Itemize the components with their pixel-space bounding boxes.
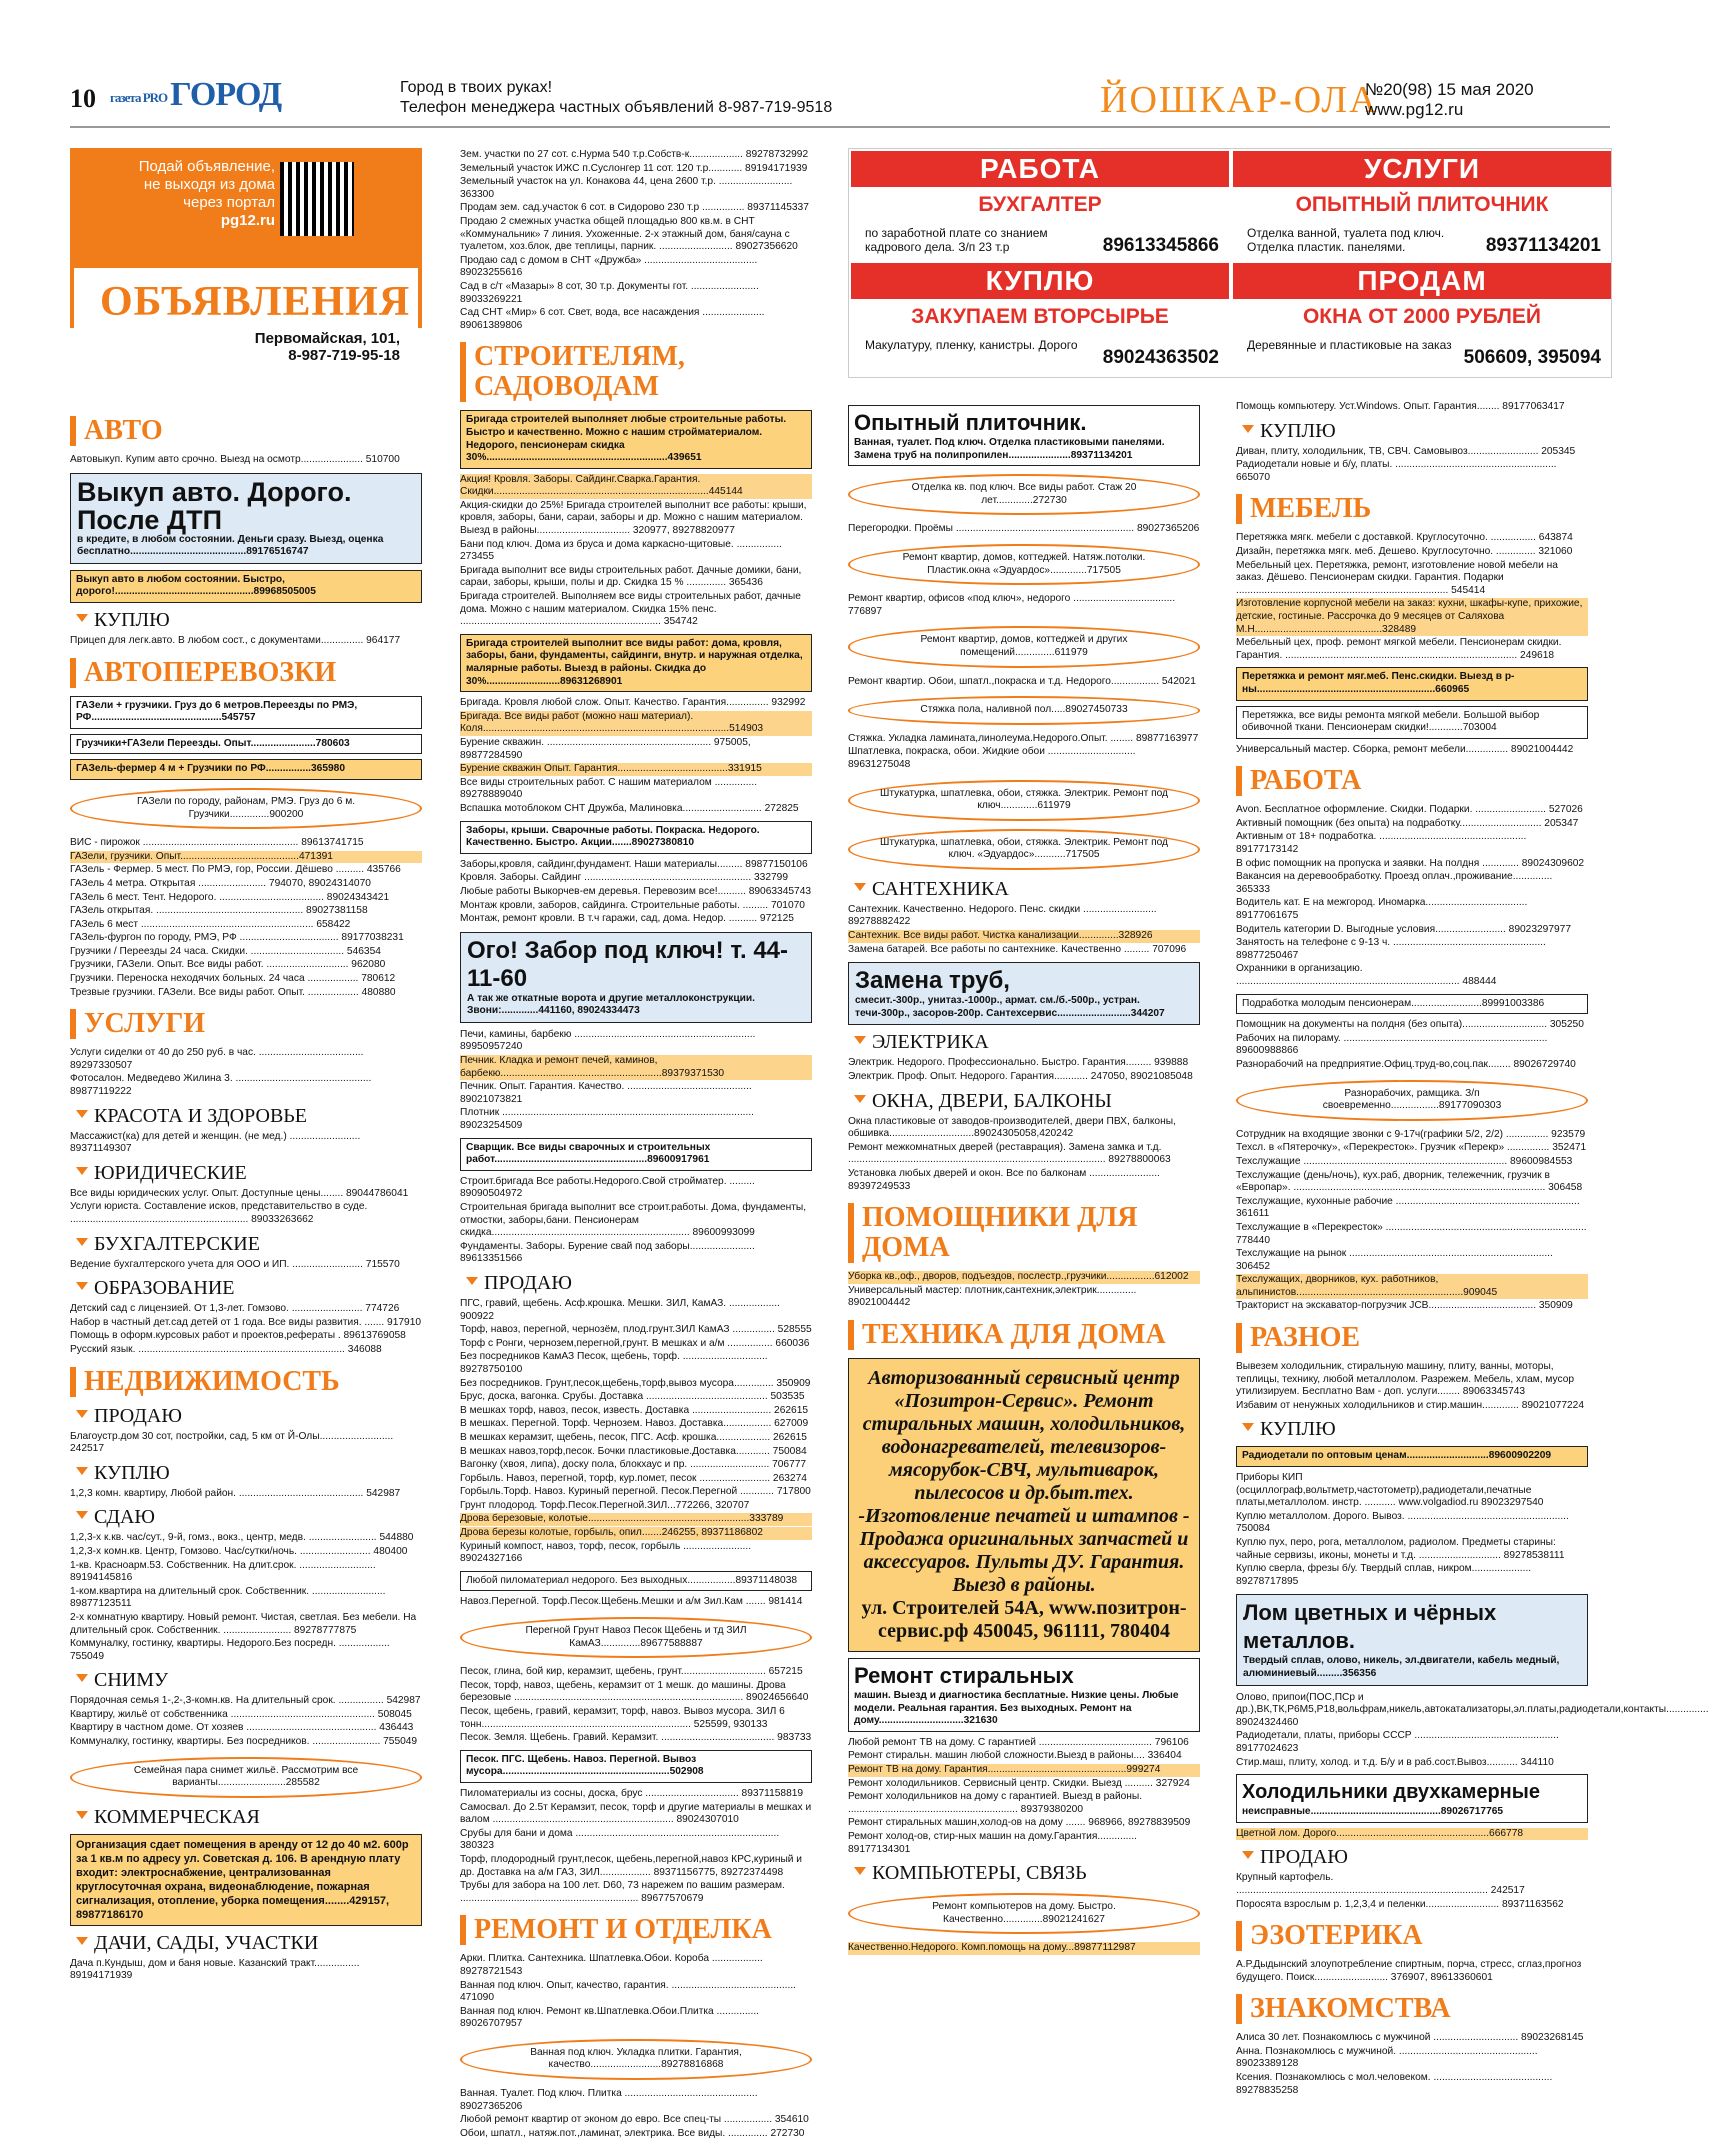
ad: Грузчики / Переезды 24 часа. Скидки. ................................. 546354 bbox=[70, 945, 381, 957]
ad: Дрова березы колотые, горбыль, опил.......246255, 89371186802 bbox=[460, 1527, 812, 1540]
ad: Благоустр.дом 30 сот, постройки, сад, 5 км от Й-Олы.......................... 242517 bbox=[70, 1430, 394, 1455]
subsection-buy: КУПЛЮ bbox=[76, 609, 422, 632]
newspaper-logo: газета PROГОРОД bbox=[110, 76, 282, 113]
subsection-heading: САНТЕХНИКА bbox=[854, 878, 1200, 901]
subsection-heading: ПРОДАЮ bbox=[76, 1405, 422, 1428]
subsection-heading: СДАЮ bbox=[76, 1506, 422, 1529]
ad: Прицеп для легк.авто. В любом сост., с документами............... 964177 bbox=[70, 634, 401, 646]
ad: Избавим от ненужных холодильников и стир.машин............. 89021077224 bbox=[1236, 1399, 1585, 1411]
ad: Строит.бригада Все работы.Недорого.Свой стройматер. ......... 89090504972 bbox=[460, 1175, 755, 1200]
ad: Ванная. Туалет. Под ключ. Плитка ............................................... 89027365206 bbox=[460, 2088, 758, 2112]
ad: Обои, шпатл., натяж.пот.,ламинат, электрика. Все виды. .............. 272730 bbox=[460, 2127, 805, 2139]
ad: Ремонт холодильников. Сервисный центр. Скидки. Выезд .......... 327924 bbox=[848, 1777, 1190, 1789]
ad: Сотрудник на входящие звонки с 9-17ч(графики 5/2, 2/2) ............... 923579 bbox=[1236, 1128, 1586, 1140]
ad: Монтаж, ремонт кровли. В т.ч гаражи, сад, дома. Недор. .......... 972125 bbox=[460, 913, 794, 925]
subsection-heading: ПРОДАЮ bbox=[1242, 1846, 1588, 1869]
ad-boxed: Штукатурка, шпатлевка, обои, стяжка. Электрик. Ремонт под ключ. «Эдуардос»...........717505 bbox=[848, 829, 1200, 870]
ad-boxed: Ремонт квартир, домов, коттеджей и других помещений..............611979 bbox=[848, 626, 1200, 667]
ad: Перетяжка мягк. мебели с доставкой. Круглосуточно. ................ 643874 bbox=[1236, 532, 1573, 544]
ad: Горбыль. Навоз, перегной, торф, кур.помет, песок ......................... 263274 bbox=[460, 1472, 807, 1484]
ad: Поросята взрослым р. 1,2,3,4 и пеленки.......................... 89371163562 bbox=[1236, 1898, 1564, 1910]
ad: Уборка кв.,оф., дворов, подъездов, послестр.,грузчики.................612002 bbox=[848, 1271, 1200, 1284]
ad: Дача п.Кундыш, дом и баня новые. Казанский тракт................ 89194171939 bbox=[70, 1957, 360, 1982]
ad: Акция-скидки до 25%! Бригада строителей выполнит все работы: крыши, кровля, заборы, бани, сараи, заборы и др. Можно с нашим материалом. Выезд в районы................................. 320977, 89278820977 bbox=[460, 499, 807, 537]
ad: Электрик. Проф. Опыт. Недорого. Гарантия............ 247050, 89021085048 bbox=[848, 1071, 1193, 1083]
ad: Торф, плодородный грунт,песок, щебень,перегной,навоз КРС,куриный и др. Доставка на а/м ГАЗ, ЗИЛ.................. 89371156775, 89272374498 bbox=[460, 1853, 802, 1878]
ad: Активный помощник (без опыта) на подработку............................. 205347 bbox=[1236, 817, 1579, 829]
ad: 1-кв. Красноарм.53. Собственник. На длит.срок. ........................... 89194145816 bbox=[70, 1559, 376, 1584]
ad: Сад СНТ «Мир» 6 сот. Свет, вода, все насаждения ...................... 89061389806 bbox=[460, 307, 765, 331]
ad: ГАЗель - Фермер. 5 мест. По РМЭ, гор, России. Дёшево .......... 435766 bbox=[70, 864, 401, 876]
ad: Бригада. Кровля любой слож. Опыт. Качество. Гарантия............... 932992 bbox=[460, 697, 806, 709]
ad: Квартиру, жильё от собственника ................................................... 508045 bbox=[70, 1708, 412, 1720]
ad-oval: ГАЗели по городу, районам, РМЭ. Груз до 6 м. Грузчики..............900200 bbox=[70, 788, 422, 829]
ad: Олово, припои(ПОС,ПСр и др.),ВК,ТК,Р6М5,Р18,вольфрам,никель,автокатализаторы,эл.платы,радиодетали,контакты............... 89024324460 bbox=[1236, 1691, 1709, 1728]
ad: Универсальный мастер. Сборка, ремонт мебели............... 89021004442 bbox=[1236, 743, 1574, 755]
ad: Приборы КИП (осциллограф,вольтметр,частотометр),радиодетали,печатные платы,металлолом. инстр. ........... www.volgadiod.ru 89023297540 bbox=[1236, 1472, 1544, 1509]
ad: Ремонт стиральн. машин любой сложности.Выезд в районы.... 336404 bbox=[848, 1750, 1182, 1762]
ad: Песок. Земля. Щебень. Гравий. Керамзит. ........................................ 983733 bbox=[460, 1732, 812, 1744]
ad: 1,2,3 комн. квартиру, Любой район. ............................................ 542987 bbox=[70, 1487, 401, 1499]
ad-boxed: ГАЗели + грузчики. Груз до 6 метров.Переезды по РМЭ, РФ..............................................545757 bbox=[70, 696, 422, 729]
ad: Куриный компост, навоз, торф, песок, горбыль ........................ 89024327166 bbox=[460, 1540, 752, 1565]
ad-boxed: Отделка кв. под ключ. Все виды работ. Стаж 20 лет.............272730 bbox=[848, 474, 1200, 515]
ad: Стир.маш, плиту, холод. и т.д. Б/у и в раб.сост.Вывоз........... 344110 bbox=[1236, 1756, 1554, 1768]
ad: Кровля. Заборы. Сайдинг ........................................................... 332799 bbox=[460, 872, 788, 884]
section-helpers: ПОМОЩНИКИ ДЛЯ ДОМА bbox=[848, 1203, 1200, 1263]
ad: Без посредников. Грунт,песок,щебень,торф,вывоз мусора.............. 350909 bbox=[460, 1377, 811, 1389]
ad: Бани под ключ. Дома из бруса и дома каркасно-щитовые. ................ 273455 bbox=[460, 538, 782, 563]
subsection-heading: ЭЛЕКТРИКА bbox=[854, 1031, 1200, 1054]
city-title: ЙОШКАР-ОЛА bbox=[1100, 79, 1379, 121]
ad: 2-х комнатную квартиру. Новый ремонт. Чистая, светлая. Без мебели. На длительный срок. Собственник. ........................ 89278777875 bbox=[70, 1611, 417, 1636]
ad: Ремонт квартир. Обои, шпатл.,покраска и т.д. Недорого................. 542021 bbox=[848, 675, 1196, 687]
ad: Цветной лом. Дорого......................................................666778 bbox=[1236, 1828, 1588, 1841]
ad-boxed: Холодильники двухкамерные неисправные..............................................89026717765 bbox=[1236, 1774, 1588, 1823]
ad: Шпатлевка, покраска, обои. Жидкие обои ............................... 89631275048 bbox=[848, 746, 1136, 770]
ad: Печи, камины, барбекю ................................................................ 89950957240 bbox=[460, 1028, 756, 1053]
ad: Куплю сверла, фрезы б/у. Твердый сплав, никром..................... 89278717895 bbox=[1236, 1563, 1532, 1587]
ad: Квартиру в частном доме. От хозяев .............................................. 436443 bbox=[70, 1722, 414, 1734]
section-dating: ЗНАКОМСТВА bbox=[1236, 1994, 1588, 2024]
ad: Самосвал. До 2.5т Керамзит, песок, торф и другие материалы в мешках и валом ................................................................ 89024307010 bbox=[460, 1801, 812, 1826]
ad: Мебельный цех. Перетяжка, ремонт, изготовление новой мебели на заказ. Дёшево. Пенсионерам скидки. Гарантия. Подарки ........................................................................... 545414 bbox=[1236, 559, 1558, 596]
service-center-ad: Авторизованный сервисный центр «Позитрон-Сервис». Ремонт стиральных машин, холодильников, водонагревателей, телевизоров-мясорубок-СВЧ, мультиварок, пылесосов и др.быт.тех. -Изготовление печатей и штампов - Продажа оригинальных запчастей и аксессуаров. Пульты ДУ. Гарантия. Выезд в районы. ул. Строителей 54А, www.позитрон-сервис.рф 450045, 961111, 780404 bbox=[848, 1358, 1200, 1652]
ad: Сантехник. Качественно. Недорого. Пенс. скидки .......................... 89278882422 bbox=[848, 903, 1157, 928]
ad: Пиломатериалы из сосны, доска, брус ................................. 89371158819 bbox=[460, 1787, 804, 1799]
section-builders: СТРОИТЕЛЯМ, САДОВОДАМ bbox=[460, 342, 812, 402]
subsection-heading: КОМПЬЮТЕРЫ, СВЯЗЬ bbox=[854, 1862, 1200, 1885]
subsection-heading: СНИМУ bbox=[76, 1669, 422, 1692]
ad-boxed: Грузчики+ГАЗели Переезды. Опыт.......................780603 bbox=[70, 734, 422, 755]
ad: В офис помощник на пропуска и заявки. На полдня ............. 89024309602 bbox=[1236, 857, 1585, 869]
ad: ГАЗель-фургон по городу, РМЭ, РФ ................................... 89177038231 bbox=[70, 932, 404, 944]
ad: Бригада. Все виды работ (можно наш материал). Коля.......................................................................................514903 bbox=[460, 711, 812, 736]
ad: 1-ком.квартира на длительный срок. Собственник. .......................... 89877123511 bbox=[70, 1585, 386, 1610]
ad: Торф, навоз, перегной, чернозём, плод.грунт.ЗИЛ КамАЗ ............... 528555 bbox=[460, 1324, 812, 1336]
ad: Коммуналку, гостинку, квартиры. Недорого.Без посредн. .................. 755049 bbox=[70, 1638, 390, 1662]
ad-boxed: Сварщик. Все виды сварочных и строительных работ......................................................89600917961 bbox=[460, 1138, 812, 1171]
section-repair: РЕМОНТ И ОТДЕЛКА bbox=[460, 1915, 812, 1945]
ad: ВИС - пирожок ....................................................... 89613741715 bbox=[70, 837, 364, 849]
column-4 bbox=[1236, 400, 1709, 2096]
ad: Ремонт ТВ на дому. Гарантия.................................................999274 bbox=[848, 1764, 1200, 1777]
ad: ПГС, гравий, щебень. Асф.крошка. Мешки. ЗИЛ, КамАЗ. .................. 900922 bbox=[460, 1297, 780, 1322]
ad: Русский язык. ......................................................................... 346088 bbox=[70, 1343, 382, 1355]
ad: Ванная под ключ. Ремонт кв.Шпатлевка.Обои.Плитка ............... 89026707957 bbox=[460, 2005, 760, 2030]
ad: Разнорабочий на предприятие.Офиц.труд-во,соц.пак........ 89026729740 bbox=[1236, 1058, 1576, 1070]
ad: Трезвые грузчики. ГАЗели. Все виды работ. Опыт. .................. 480880 bbox=[70, 986, 396, 998]
ad: Бригада выполнит все виды строительных работ. Дачные домики, бани, сараи, заборы, крыши, полы и др. Скидка 15 % .............. 365436 bbox=[460, 564, 802, 589]
ad: Изготовление корпусной мебели на заказ: кухни, шкафы-купе, прихожие, детские, гостиные. Рассрочка до 9 месяцев от Саляхова М.Н.............................................328489 bbox=[1236, 598, 1588, 636]
ad: Вывезем холодильник, стиральную машину, плиту, ванны, моторы, теплицы, технику, любой металлолом. Разрежем. Мебель, хлам, мусор утилизируем. Бесплатно Вам - доп. услуги........ 89063345743 bbox=[1236, 1361, 1575, 1398]
header-tagline: Город в твоих руках! Телефон менеджера частных объявлений 8-987-719-9518 bbox=[400, 79, 833, 116]
ad: Охранники в организацию. ............................................................................... 488444 bbox=[1236, 963, 1497, 987]
ad: Продаю сад с домом в СНТ «Дружба» ........................................ 89023255616 bbox=[460, 254, 758, 279]
ad-highlight: Организация сдает помещения в аренду от 12 до 40 м2. 600р за 1 кв.м по адресу ул. Советская д. 106. В арендную плату входит: электроснабжение, централизованная круглосуточная охрана, видеонаблюдение, пожарная сигнализация, отопление, уборка помещения........429157, 89877186170 bbox=[70, 1834, 422, 1926]
section-esoteric: ЭЗОТЕРИКА bbox=[1236, 1921, 1588, 1951]
ad-boxed: Штукатурка, шпатлевка, обои, стяжка. Электрик. Ремонт под ключ.............611979 bbox=[848, 780, 1200, 821]
ad: ГАЗели, грузчики. Опыт..........................................471391 bbox=[70, 851, 422, 864]
subsection-heading: КРАСОТА И ЗДОРОВЬЕ bbox=[76, 1105, 422, 1128]
ad: Продаю 2 смежных участка общей площадью 800 кв.м. в СНТ «Коммунальник» 7 линия. Ухоженные. 2-х этажный дом, баня/сауна с туалетом, хоз.блок, две теплицы, парник. .......................... 89027356620 bbox=[460, 215, 798, 253]
ad: Куплю пух, перо, рога, металлолом, радиолом. Предметы старины: чайные сервизы, иконы, монеты и т.д. ............................. 89278538111 bbox=[1236, 1537, 1565, 1561]
subsection-heading: КУПЛЮ bbox=[1242, 420, 1588, 443]
ad: Радиодетали, платы, приборы СССР ................................................... 89177024623 bbox=[1236, 1730, 1559, 1754]
ad: Установка любых дверей и окон. Все по балконам ......................... 89397249533 bbox=[848, 1168, 1160, 1192]
ad: Ведение бухгалтерского учета для ООО и ИП. ......................... 715570 bbox=[70, 1258, 400, 1270]
ad-boxed: Бригада строителей выполняет любые строительные работы. Быстро и качественно. Можно с нашим стройматериалом. Недорого, пенсионерам скидка 30%................................................................439651 bbox=[460, 410, 812, 468]
ad: Плотник ......................................................................................... 89023254509 bbox=[460, 1107, 754, 1132]
issue-info: №20(98) 15 мая 2020 www.pg12.ru bbox=[1365, 80, 1534, 119]
ad: Без посредников КамАЗ Песок, щебень, торф. .............................. 89278750100 bbox=[460, 1351, 768, 1375]
ad: Массажист(ка) для детей и женщин. (не мед.) ......................... 89371149307 bbox=[70, 1130, 361, 1155]
ad: Любой ремонт ТВ на дому. С гарантией ........................................ 796106 bbox=[848, 1736, 1189, 1748]
ad: В мешках торф, навоз, песок, известь. Доставка ............................ 262615 bbox=[460, 1404, 809, 1416]
section-jobs: РАБОТА bbox=[1236, 766, 1588, 796]
ad: Вакансия на деревообработку. Проезд оплач.,проживание.............. 365333 bbox=[1236, 871, 1553, 895]
ad: Вспашка мотоблоком СНТ Дружба, Малиновка............................ 272825 bbox=[460, 802, 799, 814]
ad-boxed: Радиодетали по оптовым ценам.............................89600902209 bbox=[1236, 1446, 1588, 1467]
ad-highlight: Выкуп авто в любом состоянии. Быстро, дорого!.................................................89968505005 bbox=[70, 570, 422, 603]
ad: Техслужащих, дворников, кух. работников, альпинистов...........................................................909045 bbox=[1236, 1274, 1588, 1299]
ad-boxed: Лом цветных и чёрных металлов. Твердый сплав, олово, никель, эл.двигатели, кабель медный, алюминиевый.........356356 bbox=[1236, 1594, 1588, 1685]
ad: Ремонт холодильников на дому с гарантией. Выезд в районы. ............................................................ 89379380200 bbox=[848, 1791, 1143, 1815]
ad: Ремонт межкомнатных дверей (реставрация). Замена замка и т.д. ........................................................................................... 89278800063 bbox=[848, 1141, 1171, 1166]
ad: Фундаменты. Заборы. Бурение свай под заборы....................... 89613351566 bbox=[460, 1240, 755, 1265]
page-number: 10 bbox=[70, 84, 96, 113]
ad-boxed: Подработка молодым пенсионерам.........................89991003386 bbox=[1236, 994, 1588, 1015]
ad: Помощь в оформ.курсовых работ и проектов,рефераты . 89613769058 bbox=[70, 1330, 406, 1342]
ad: Продам зем. сад.участок 6 сот. в Сидорово 230 т.р ............... 89371145337 bbox=[460, 202, 809, 214]
ad-boxed: Разнорабочих, рамщика. З/п своевременно.................89177090303 bbox=[1236, 1080, 1588, 1121]
ad: Avon. Бесплатное оформление. Скидки. Подарки. ......................... 527026 bbox=[1236, 804, 1583, 816]
featured-ad-sell[interactable]: ПРОДАМ ОКНА ОТ 2000 РУБЛЕЙ Деревянные и пластиковые на заказ 506609, 395094 bbox=[1233, 263, 1611, 377]
ad: Стяжка. Укладка ламината,линолеума.Недорого.Опыт. ........ 89877163977 bbox=[848, 732, 1199, 744]
ad: Диван, плиту, холодильник, ТВ, СВЧ. Самовывоз......................... 205345 bbox=[1236, 445, 1576, 457]
section-transport: АВТОПЕРЕВОЗКИ bbox=[70, 658, 422, 688]
ad: Мебельный цех, проф. ремонт мягкой мебели. Пенсионерам скидки. Гарантия. .................................................................................. 249618 bbox=[1236, 637, 1562, 661]
ad: Заборы,кровля, сайдинг,фундамент. Наши материалы......... 89877150106 bbox=[460, 858, 808, 870]
ad: Песок, торф, навоз, щебень, керамзит от 1 мешк. до машины. Дрова березовые ................................................................................. 89024656640 bbox=[460, 1679, 809, 1704]
ad: Ванная под ключ. Опыт, качество, гарантия. ............................................ 471090 bbox=[460, 1979, 796, 2004]
ad: Техслужащие ........................................................................ 89600984553 bbox=[1236, 1155, 1573, 1167]
ad: Горбыль.Торф. Навоз. Куриный перегной. Песок.Перегной ............ 717800 bbox=[460, 1486, 811, 1498]
ad: Земельный участок на ул. Конакова 44, цена 2600 т.р. .......................... 363300 bbox=[460, 176, 793, 200]
ad: Алиса 30 лет. Познакомлюсь с мужчиной .............................. 89023268145 bbox=[1236, 2032, 1584, 2044]
ad: Техслужащие, кухонные рабочие ................................................................. 361611 bbox=[1236, 1195, 1580, 1220]
ad: В мешках керамзит, щебень, песок, ПГС. Асф. крошка................... 262615 bbox=[460, 1431, 807, 1443]
ad: Детский сад с лицензией. От 1,3-лет. Гомзово. ......................... 774726 bbox=[70, 1303, 400, 1315]
ad: Акция! Кровля. Заборы. Сайдинг.Сварка.Гарантия. Скидки............................................................................445144 bbox=[460, 474, 812, 499]
ad: Услуги сиделки от 40 до 250 руб. в час. ..................................... 89297330507 bbox=[70, 1047, 364, 1071]
ad: Тракторист на экскаватор-погрузчик JCB...................................... 350909 bbox=[1236, 1300, 1573, 1312]
ad: Брус, доска, вагонка. Срубы. Доставка ........................................... 503535 bbox=[460, 1391, 805, 1403]
ad: Навоз.Перегной. Торф.Песок.Щебень.Мешки и а/м Зил.Кам ....... 981414 bbox=[460, 1596, 803, 1608]
section-furniture: МЕБЕЛЬ bbox=[1236, 494, 1588, 524]
ad-highlight: ГАЗель-фермер 4 м + Грузчики по РФ................365980 bbox=[70, 759, 422, 780]
ad: Бригада строителей. Выполняем все виды строительных работ, дачные дома. Можно с нашим материалом. Скидка 15% пенс. ....................................................................... 354742 bbox=[460, 591, 801, 628]
subsection-heading: КОММЕРЧЕСКАЯ bbox=[76, 1806, 422, 1829]
ad: ГАЗель открытая. .................................................... 89027381158 bbox=[70, 905, 368, 917]
ad: Срубы для бани и дома ........................................................................ 380323 bbox=[460, 1827, 780, 1852]
ad: Техсл. в «Пятерочку», «Перекресток». Грузчик «Перекр» ............... 352471 bbox=[1236, 1142, 1587, 1154]
ad: Монтаж кровли, заборов, сайдинга. Строительные работы. ......... 701070 bbox=[460, 899, 805, 911]
ad: Грузчики. Переноска неходячих больных. 24 часа .................. 780612 bbox=[70, 973, 396, 985]
ad: Ремонт стиральных машин,холод-ов на дому ....... 968966, 89278839509 bbox=[848, 1817, 1191, 1829]
ad: Водитель кат. Е на межгород. Иномарка.................................... 89177061675 bbox=[1236, 897, 1528, 922]
ad-boxed: Заборы, крыши. Сварочные работы. Покраска. Недорого. Качественно. Быстро. Акции.......89027380810 bbox=[460, 821, 812, 854]
ad: Перегородки. Проёмы ............................................................... 89027365206 bbox=[848, 523, 1200, 535]
section-appliances: ТЕХНИКА ДЛЯ ДОМА bbox=[848, 1320, 1200, 1350]
featured-ad-buy[interactable]: КУПЛЮ ЗАКУПАЕМ ВТОРСЫРЬЕ Макулатуру, пленку, канистры. Дорого 89024363502 bbox=[851, 263, 1229, 377]
featured-ads-panel bbox=[848, 148, 1612, 378]
ad: Анна. Познакомлюсь с мужчиной. ................................................. 89023389128 bbox=[1236, 2045, 1538, 2070]
ad: Ремонт квартир, офисов «под ключ», недорого .................................... 776897 bbox=[848, 593, 1176, 617]
ad: Торф с Ронги, чернозем,перегной,грунт. В мешках и а/м ................ 660036 bbox=[460, 1337, 810, 1349]
ad: Занятость на телефоне с 9-13 ч. ...................................................... 89877250467 bbox=[1236, 937, 1546, 961]
subsection-heading: ОБРАЗОВАНИЕ bbox=[76, 1277, 422, 1300]
ad: Электрик. Недорого. Профессионально. Быстро. Гарантия......... 939888 bbox=[848, 1057, 1189, 1069]
ad: Любые работы Выкорчев-ем деревья. Перевозим все!.......... 89063345743 bbox=[460, 885, 812, 897]
ad: Бурение скважин Опыт. Гарантия.......................................331915 bbox=[460, 763, 812, 776]
ad: Песок, щебень, гравий, керамзит, торф, навоз. Вывоз мусора. ЗИЛ 6 тонн.......................................................................... 525599, 930133 bbox=[460, 1706, 785, 1730]
ad: Окна пластиковые от заводов-производителей, двери ПВХ, балконы, обшивка..............................89024305058,420242 bbox=[848, 1115, 1176, 1140]
ad: Бурение скважин. .......................................................... 975005, 89877284590 bbox=[460, 736, 751, 761]
column-1 bbox=[70, 148, 422, 2018]
ad-boxed: Выкуп авто. Дорого. После ДТП в кредите, в любом состоянии. Деньги сразу. Выезд, оценка бесплатно.........................................89176516747 bbox=[70, 473, 422, 564]
ad: Все виды юридических услуг. Опыт. Доступные цены........ 89044786041 bbox=[70, 1187, 409, 1199]
section-realty: НЕДВИЖИМОСТЬ bbox=[70, 1367, 422, 1397]
ad: Радиодетали новые и б/у, платы. ......................................................... 665070 bbox=[1236, 459, 1557, 483]
subsection-heading: КУПЛЮ bbox=[76, 1462, 422, 1485]
ad: Рабочих на пилораму. ........................................................................ 89600988866 bbox=[1236, 1032, 1548, 1057]
section-misc: РАЗНОЕ bbox=[1236, 1323, 1588, 1353]
page-header bbox=[70, 70, 1610, 128]
ad: Земельный участок ИЖС п.Суслонгер 11 сот. 120 т.р............ 89194171939 bbox=[460, 162, 808, 174]
ad-boxed: Ремонт квартир, домов, коттеджей. Натяж.потолки. Пластик.окна «Эдуардос».............717505 bbox=[848, 544, 1200, 585]
column-3 bbox=[848, 400, 1200, 2020]
ad-boxed: Опытный плиточник. Ванная, туалет. Под ключ. Отделка пластиковыми панелями. Замена труб на полипропилен......................89371134201 bbox=[848, 405, 1200, 466]
ad: Фотосалон. Медведево Жилина 3. ................................................ 89877119222 bbox=[70, 1073, 372, 1098]
ad: Водитель категории D. Выгодные условия......................... 89023297977 bbox=[1236, 923, 1571, 935]
ad: Техслужащие в «Перекресток» ....................................................................... 778440 bbox=[1236, 1221, 1587, 1246]
ad: Арки. Плитка. Сантехника. Шпатлевка.Обои. Короба .................. 89278721543 bbox=[460, 1953, 763, 1977]
ad: Техслужащие (день/ночь), кух.раб, дворник, тележечник, грузчик в «Европар». ......................................................................................... 306458 bbox=[1236, 1169, 1583, 1194]
ad: Качественно.Недорого. Комп.помощь на дому...89877112987 bbox=[848, 1942, 1200, 1955]
ad: Автовыкуп. Купим авто срочно. Выезд на осмотр...................... 510700 bbox=[70, 454, 400, 465]
ad: Дрова березовые, колотые.........................................................333789 bbox=[460, 1513, 812, 1526]
ad: Ремонт холод-ов, стир-ных машин на дому.Гарантия.............. 89177134301 bbox=[848, 1830, 1137, 1855]
ad-boxed: Бригада строителей выполнит все виды работ: дома, кровля, заборы, бани, фундаменты, сайдинги, внутр. и наружная отделка, малярные работы. Выезд в районы. Скидка до 30%..........................89631268901 bbox=[460, 634, 812, 692]
subsection-heading: КУПЛЮ bbox=[1242, 1418, 1588, 1441]
featured-ad-job[interactable]: РАБОТА БУХГАЛТЕР по заработной плате со знанием кадрового дела. З/п 23 т.р 89613345866 bbox=[851, 151, 1229, 265]
ad-boxed: Перетяжка, все виды ремонта мягкой мебели. Большой выбор обивочной ткани. Пенсионерам скидки!............703004 bbox=[1236, 706, 1588, 739]
ad: Все виды строительных работ. С нашим материалом ............... 89278889040 bbox=[460, 776, 758, 801]
ad-boxed: Замена труб, смесит.-300р., унитаз.-1000р., армат. см./б.-500р., устран. течи-300р., засоров-200р. Сантехсервис..........................344207 bbox=[848, 962, 1200, 1025]
ad: Помощь компьютеру. Уст.Windows. Опыт. Гарантия........ 89177063417 bbox=[1236, 401, 1565, 412]
ad: ГАЗель 4 метра. Открытая ........................ 794070, 89024314070 bbox=[70, 877, 371, 889]
ad: Песок, глина, бой кир, керамзит, щебень, грунт.............................. 657215 bbox=[460, 1666, 803, 1678]
ad: Дизайн, перетяжка мягк. меб. Дешево. Круглосуточно. .............. 321060 bbox=[1236, 545, 1573, 557]
ad: Куплю металлолом. Дорого. Вывоз. ......................................................... 750084 bbox=[1236, 1510, 1569, 1535]
ad: Услуги юриста. Составление исков, представительство в суде. ............................................................... 89033263662 bbox=[70, 1201, 368, 1225]
ad: Ксения. Познакомлюсь с мол.человеком. .......................................... 89278835258 bbox=[1236, 2072, 1553, 2096]
ad: 1,2,3-х комн.кв. Центр, Гомзово. Час/сутки/ночь. ......................... 480400 bbox=[70, 1545, 408, 1557]
ad: ГАЗель 6 мест. Тент. Недорого. ..................................... 89024343421 bbox=[70, 891, 390, 903]
ad: 1,2,3-х к.кв. час/сут., 9-й, гомз., вокз., центр, медв. ........................ 544880 bbox=[70, 1532, 414, 1544]
ad-boxed: Ванная под ключ. Укладка плитки. Гарантия, качество.........................89278816868 bbox=[460, 2039, 812, 2080]
subsection-heading: ПРОДАЮ bbox=[466, 1272, 812, 1295]
ad-boxed: Перегной Грунт Навоз Песок Щебень и тд ЗИЛ КамАЗ..............89677588887 bbox=[460, 1617, 812, 1658]
ad: Трубы для забора на 100 лет. D60, 73 нарежем по вашим размерам. ............................................................... 89677570679 bbox=[460, 1880, 785, 1904]
ad: Техслужащие на рынок ........................................................................ 306452 bbox=[1236, 1248, 1553, 1272]
column-2 bbox=[460, 148, 812, 2139]
ad: Универсальный мастер: плотник,сантехник,электрик.............. 89021004442 bbox=[848, 1284, 1137, 1309]
ad: Печник. Кладка и ремонт печей, каминов, барбекю.........................................................89379371530 bbox=[460, 1055, 812, 1080]
ad: Активным от 18+ подработка. .................................................... 89177173142 bbox=[1236, 831, 1527, 856]
ad-oval: Семейная пара снимет жильё. Рассмотрим все варианты........................285582 bbox=[70, 1757, 422, 1798]
ad: Зем. участки по 27 сот. с.Нурма 540 т.р.Собств-к................... 89278732992 bbox=[460, 149, 809, 160]
promo-block: Подай объявление, не выходя из дома через портал pg12.ru ОБЪЯВЛЕНИЯ Первомайская, 101, 8-987-719-95-18 bbox=[70, 148, 422, 406]
ad: ГАЗель 6 мест ............................................................. 658422 bbox=[70, 918, 351, 930]
ad: Набор в частный дет.сад детей от 1 года. Все виды развития. ....... 917910 bbox=[70, 1316, 422, 1328]
ad: Печник. Опыт. Гарантия. Качество. ............................................ 89021073821 bbox=[460, 1081, 752, 1105]
ad: Коммуналку, гостинку, квартиры. Без посредников. ........................ 755049 bbox=[70, 1736, 418, 1748]
ad-boxed: Стяжка пола, наливной пол.....89027450733 bbox=[848, 696, 1200, 725]
ad-boxed: Ремонт стиральных машин. Выезд и диагностика бесплатные. Низкие цены. Любые модели. Реальная гарантия. Без выходных. Ремонт на дому..............................321630 bbox=[848, 1658, 1200, 1732]
ad: А.Р.Дыдынский злоупотребление спиртным, порча, стресс, сглаз,прогноз будущего. Поиск.......................... 376907, 89613360601 bbox=[1236, 1959, 1582, 1983]
featured-ad-services[interactable]: УСЛУГИ ОПЫТНЫЙ ПЛИТОЧНИК Отделка ванной, туалета под ключ. Отделка пластик. панелями. 89371134201 bbox=[1233, 151, 1611, 265]
subsection-heading: ОКНА, ДВЕРИ, БАЛКОНЫ bbox=[854, 1090, 1200, 1113]
ad: В мешках навоз,торф,песок. Бочки пластиковые.Доставка............ 750084 bbox=[460, 1445, 807, 1457]
section-services: УСЛУГИ bbox=[70, 1009, 422, 1039]
ad: Любой ремонт квартир от эконом до евро. Все спец-ты ................. 354610 bbox=[460, 2114, 809, 2126]
ad-boxed: Перетяжка и ремонт мяг.меб. Пенс.скидки. Выезд в р-ны...............................................................660965 bbox=[1236, 667, 1588, 700]
ad-boxed: Ремонт компьютеров на дому. Быстро. Качественно..............89021241627 bbox=[848, 1893, 1200, 1934]
section-auto: АВТО bbox=[70, 416, 422, 446]
ad: Крупный картофель. ......................................................................................... 242517 bbox=[1236, 1872, 1525, 1896]
ad: Грузчики, ГАЗели. Опыт. Все виды работ. ............................. 962080 bbox=[70, 959, 386, 971]
subsection-heading: ЮРИДИЧЕСКИЕ bbox=[76, 1162, 422, 1185]
ad: Грунт плодород. Торф.Песок.Перегной.ЗИЛ...772266, 320707 bbox=[460, 1499, 750, 1511]
ad: Помощник на документы на полдня (без опыта).............................. 305250 bbox=[1236, 1019, 1584, 1031]
subsection-heading: БУХГАЛТЕРСКИЕ bbox=[76, 1233, 422, 1256]
ad-boxed: Любой пиломатериал недорого. Без выходных.................89371148038 bbox=[460, 1571, 812, 1592]
subsection-heading: ДАЧИ, САДЫ, УЧАСТКИ bbox=[76, 1932, 422, 1955]
ad: Замена батарей. Все работы по сантехнике. Качественно ......... 707096 bbox=[848, 943, 1187, 955]
ad-boxed: Песок. ПГС. Щебень. Навоз. Перегной. Вывоз мусора...........................................................502908 bbox=[460, 1750, 812, 1783]
ad: Вагонку (хвоя, липа), доску пола, блокхаус и пр. ............................ 706777 bbox=[460, 1459, 807, 1471]
ad-boxed: Ого! Забор под ключ! т. 44-11-60 А так же откатные ворота и другие металлоконструкции. Звони:.............441160, 89024334473 bbox=[460, 932, 812, 1023]
promo-title: ОБЪЯВЛЕНИЯ bbox=[100, 279, 411, 325]
ad: Сантехник. Все виды работ. Чистка канализации..............328926 bbox=[848, 930, 1200, 943]
qr-code-icon[interactable] bbox=[280, 162, 354, 236]
ad: В мешках. Перегной. Торф. Чернозем. Навоз. Доставка................. 627009 bbox=[460, 1418, 809, 1430]
ad: Порядочная семья 1-,2-,3-комн.кв. На длительный срок. ................ 542987 bbox=[70, 1695, 421, 1707]
ad: Сад в с/т «Мазары» 8 сот, 30 т.р. Документы гот. ........................ 89033269221 bbox=[460, 280, 759, 305]
ad: Строительная бригада выполнит все строит.работы. Дома, фундаменты, отмостки, заборы,бани. Пенсионерам скидка...................................................................... 89600993099 bbox=[460, 1202, 807, 1239]
